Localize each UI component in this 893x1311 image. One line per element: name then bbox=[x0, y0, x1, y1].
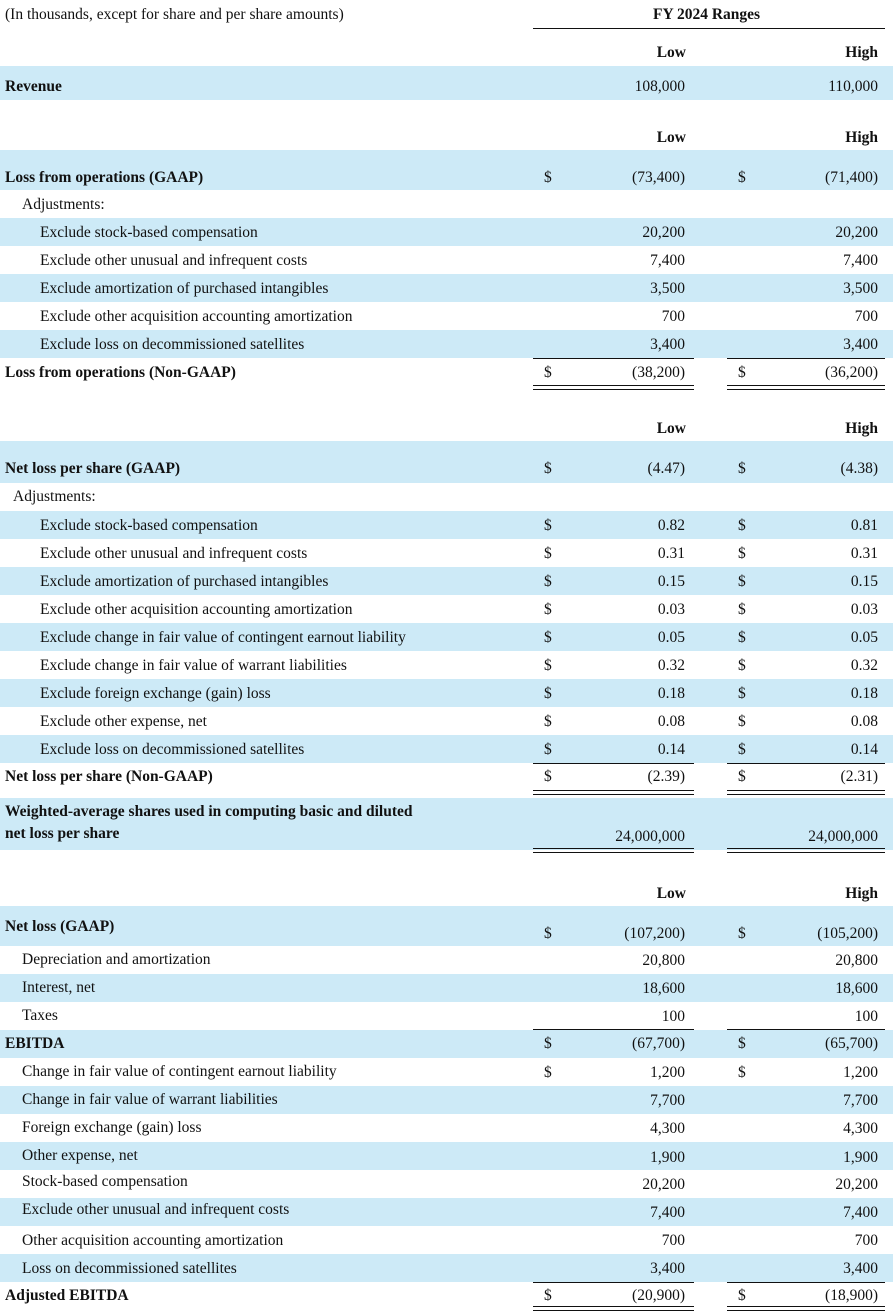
low-value: 100 bbox=[661, 1008, 685, 1025]
ebitda-pre-row bbox=[0, 974, 893, 1002]
header-row bbox=[0, 0, 893, 30]
currency-low: $ bbox=[544, 169, 552, 186]
ebitda-post-row bbox=[0, 1058, 893, 1086]
high-value: 110,000 bbox=[828, 78, 878, 95]
total-rule-low bbox=[533, 790, 694, 795]
row-label: Taxes bbox=[22, 1007, 58, 1024]
currency-high: $ bbox=[738, 601, 746, 618]
total-rule-low bbox=[533, 385, 694, 390]
low-value: 7,400 bbox=[650, 252, 685, 269]
adjustments-label-row bbox=[0, 483, 893, 511]
low-value: 0.15 bbox=[657, 573, 685, 590]
row-label: Other expense, net bbox=[22, 1147, 138, 1164]
net-loss-row bbox=[0, 906, 893, 946]
low-value: 108,000 bbox=[634, 78, 685, 95]
low-value: 3,500 bbox=[650, 280, 685, 297]
currency-high: $ bbox=[738, 685, 746, 702]
ebitda-post-row bbox=[0, 1114, 893, 1142]
currency-high: $ bbox=[738, 169, 746, 186]
eps-item-row bbox=[0, 623, 893, 651]
high-value: 700 bbox=[854, 308, 878, 325]
high-value: (2.31) bbox=[840, 768, 878, 785]
eps-item-row bbox=[0, 735, 893, 763]
currency-high: $ bbox=[738, 1064, 746, 1081]
currency-high: $ bbox=[738, 629, 746, 646]
eps-item-row bbox=[0, 651, 893, 679]
high-value: 0.18 bbox=[850, 685, 878, 702]
eps-gaap-row bbox=[0, 441, 893, 483]
ops-item-row bbox=[0, 246, 893, 274]
row-label: Adjusted EBITDA bbox=[5, 1287, 129, 1304]
high-value: 20,800 bbox=[835, 952, 878, 969]
low-value: 1,900 bbox=[650, 1149, 685, 1166]
eps-item-row bbox=[0, 539, 893, 567]
row-label: Interest, net bbox=[22, 979, 96, 996]
eps-item-row bbox=[0, 595, 893, 623]
high-value: 100 bbox=[854, 1008, 878, 1025]
currency-high: $ bbox=[738, 545, 746, 562]
low-value: (2.39) bbox=[647, 768, 685, 785]
eps-item-row bbox=[0, 511, 893, 539]
ops-nongaap-row bbox=[0, 359, 893, 387]
high-value: 0.14 bbox=[850, 741, 878, 758]
high-value: 20,200 bbox=[835, 224, 878, 241]
total-rule-low bbox=[533, 848, 694, 853]
row-label: Stock-based compensation bbox=[22, 1173, 188, 1190]
row-label: Exclude amortization of purchased intangibles bbox=[40, 280, 329, 297]
low-value: 0.31 bbox=[657, 545, 685, 562]
currency-low: $ bbox=[544, 629, 552, 646]
row-label: Revenue bbox=[5, 78, 62, 95]
low-value: 0.14 bbox=[657, 741, 685, 758]
row-label: Other acquisition accounting amortization bbox=[22, 1232, 284, 1249]
row-label: Loss on decommissioned satellites bbox=[22, 1260, 237, 1277]
currency-low: $ bbox=[544, 517, 552, 534]
ebitda-post-row bbox=[0, 1086, 893, 1114]
col-header-row bbox=[0, 36, 893, 66]
high-value: 4,300 bbox=[843, 1120, 878, 1137]
row-label: Exclude change in fair value of warrant liabilities bbox=[40, 657, 347, 674]
row-label: Change in fair value of contingent earnout liability bbox=[22, 1063, 337, 1080]
currency-high: $ bbox=[738, 768, 746, 785]
currency-high: $ bbox=[738, 364, 746, 381]
row-label: Net loss (GAAP) bbox=[5, 918, 115, 935]
row-label: Exclude stock-based compensation bbox=[40, 224, 258, 241]
currency-low: $ bbox=[544, 713, 552, 730]
currency-low: $ bbox=[544, 573, 552, 590]
currency-low: $ bbox=[544, 364, 552, 381]
eps-item-row bbox=[0, 567, 893, 595]
low-value: 0.03 bbox=[657, 601, 685, 618]
currency-low: $ bbox=[544, 657, 552, 674]
row-label: Exclude change in fair value of contingent earnout liability bbox=[40, 629, 406, 646]
total-rule-high bbox=[727, 1306, 885, 1311]
high-header: High bbox=[845, 129, 878, 146]
low-header: Low bbox=[656, 129, 686, 146]
high-value: 1,200 bbox=[843, 1064, 878, 1081]
low-value: 4,300 bbox=[650, 1120, 685, 1137]
currency-low: $ bbox=[544, 545, 552, 562]
low-value: (107,200) bbox=[624, 925, 685, 942]
row-label: Exclude other unusual and infrequent costs bbox=[40, 545, 308, 562]
ebitda-post-row bbox=[0, 1254, 893, 1282]
row-label: Net loss per share (GAAP) bbox=[5, 460, 181, 477]
low-value: (4.47) bbox=[647, 460, 685, 477]
ebitda-post-row bbox=[0, 1142, 893, 1170]
currency-low: $ bbox=[544, 741, 552, 758]
row-label: Foreign exchange (gain) loss bbox=[22, 1119, 202, 1136]
high-value: 0.81 bbox=[850, 517, 878, 534]
low-header: Low bbox=[656, 44, 686, 61]
ops-item-row bbox=[0, 330, 893, 358]
currency-low: $ bbox=[544, 1287, 552, 1304]
row-label: Exclude other expense, net bbox=[40, 713, 207, 730]
high-value: 0.05 bbox=[850, 629, 878, 646]
row-label: Depreciation and amortization bbox=[22, 951, 211, 968]
high-value: (105,200) bbox=[817, 925, 878, 942]
currency-high: $ bbox=[738, 741, 746, 758]
shares-label-line2: net loss per share bbox=[5, 825, 120, 842]
currency-low: $ bbox=[544, 1064, 552, 1081]
high-header: High bbox=[845, 44, 878, 61]
currency-low: $ bbox=[544, 460, 552, 477]
adjustments-label: Adjustments: bbox=[13, 488, 96, 505]
high-value: (4.38) bbox=[840, 460, 878, 477]
low-header: Low bbox=[656, 420, 686, 437]
high-value: 1,900 bbox=[843, 1149, 878, 1166]
currency-high: $ bbox=[738, 573, 746, 590]
low-value: 3,400 bbox=[650, 1260, 685, 1277]
adjustments-label: Adjustments: bbox=[22, 196, 105, 213]
ebitda-row bbox=[0, 1030, 893, 1058]
header-rule bbox=[533, 28, 885, 29]
low-value: 0.08 bbox=[657, 713, 685, 730]
low-value: (20,900) bbox=[632, 1287, 685, 1304]
row-label: Loss from operations (Non-GAAP) bbox=[5, 364, 236, 381]
ebitda-post-row bbox=[0, 1198, 893, 1226]
high-value: (18,900) bbox=[825, 1287, 878, 1304]
low-value: 3,400 bbox=[650, 336, 685, 353]
low-value: 20,200 bbox=[642, 1176, 685, 1193]
row-label: Exclude other unusual and infrequent costs bbox=[40, 252, 308, 269]
ebitda-pre-row bbox=[0, 1002, 893, 1030]
low-value: 0.32 bbox=[657, 657, 685, 674]
total-rule-high bbox=[727, 385, 885, 390]
high-value: 0.15 bbox=[850, 573, 878, 590]
row-label: Exclude loss on decommissioned satellites bbox=[40, 336, 305, 353]
low-value: 0.05 bbox=[657, 629, 685, 646]
high-value: 7,400 bbox=[843, 252, 878, 269]
row-label: Exclude foreign exchange (gain) loss bbox=[40, 685, 271, 702]
low-header: Low bbox=[656, 885, 686, 902]
row-label: Net loss per share (Non-GAAP) bbox=[5, 768, 213, 785]
high-header: High bbox=[845, 420, 878, 437]
row-label: Exclude other acquisition accounting amortization bbox=[40, 308, 353, 325]
high-value: 3,400 bbox=[843, 1260, 878, 1277]
eps-item-row bbox=[0, 707, 893, 735]
high-value: 3,500 bbox=[843, 280, 878, 297]
shares-row bbox=[0, 798, 893, 850]
eps-item-row bbox=[0, 679, 893, 707]
revenue-row bbox=[0, 66, 893, 100]
adjusted-ebitda-row bbox=[0, 1283, 893, 1307]
high-value: 0.31 bbox=[850, 545, 878, 562]
period-title: FY 2024 Ranges bbox=[653, 6, 761, 23]
row-label: Exclude amortization of purchased intangibles bbox=[40, 573, 329, 590]
ebitda-pre-row bbox=[0, 946, 893, 974]
row-label: Loss from operations (GAAP) bbox=[5, 169, 204, 186]
currency-low: $ bbox=[544, 925, 552, 942]
row-label: Exclude other unusual and infrequent costs bbox=[22, 1201, 290, 1218]
row-label: EBITDA bbox=[5, 1035, 65, 1052]
currency-high: $ bbox=[738, 657, 746, 674]
currency-high: $ bbox=[738, 517, 746, 534]
low-value: 700 bbox=[661, 1232, 685, 1249]
low-value: 18,600 bbox=[642, 980, 685, 997]
low-value: 24,000,000 bbox=[615, 828, 685, 845]
ops-item-row bbox=[0, 302, 893, 330]
currency-low: $ bbox=[544, 1035, 552, 1052]
low-value: 20,200 bbox=[642, 224, 685, 241]
high-value: 0.03 bbox=[850, 601, 878, 618]
ops-item-row bbox=[0, 218, 893, 246]
high-value: (65,700) bbox=[825, 1035, 878, 1052]
ebitda-post-row bbox=[0, 1226, 893, 1254]
low-value: 1,200 bbox=[650, 1064, 685, 1081]
total-rule-high bbox=[727, 848, 885, 853]
currency-high: $ bbox=[738, 1035, 746, 1052]
low-value: (38,200) bbox=[632, 364, 685, 381]
shares-label-line1: Weighted-average shares used in computing basic and diluted bbox=[5, 803, 413, 820]
ebitda-post-row bbox=[0, 1170, 893, 1198]
total-rule-low bbox=[533, 1306, 694, 1311]
currency-high: $ bbox=[738, 713, 746, 730]
col-header-row bbox=[0, 413, 893, 441]
low-value: 0.82 bbox=[657, 517, 685, 534]
low-value: (73,400) bbox=[632, 169, 685, 186]
low-value: 7,700 bbox=[650, 1092, 685, 1109]
units-note: (In thousands, except for share and per share amounts) bbox=[5, 6, 344, 23]
high-value: (71,400) bbox=[825, 169, 878, 186]
low-value: 20,800 bbox=[642, 952, 685, 969]
low-value: 0.18 bbox=[657, 685, 685, 702]
currency-low: $ bbox=[544, 768, 552, 785]
high-value: 700 bbox=[854, 1232, 878, 1249]
col-header-row bbox=[0, 878, 893, 906]
col-header-row bbox=[0, 122, 893, 150]
high-value: 0.08 bbox=[850, 713, 878, 730]
currency-high: $ bbox=[738, 1287, 746, 1304]
low-value: (67,700) bbox=[632, 1035, 685, 1052]
high-value: 24,000,000 bbox=[808, 828, 878, 845]
total-rule-high bbox=[727, 790, 885, 795]
low-value: 700 bbox=[661, 308, 685, 325]
currency-high: $ bbox=[738, 925, 746, 942]
high-header: High bbox=[845, 885, 878, 902]
high-value: 20,200 bbox=[835, 1176, 878, 1193]
currency-low: $ bbox=[544, 685, 552, 702]
row-label: Change in fair value of warrant liabilities bbox=[22, 1091, 278, 1108]
currency-low: $ bbox=[544, 601, 552, 618]
currency-high: $ bbox=[738, 460, 746, 477]
adjustments-label-row bbox=[0, 190, 893, 218]
high-value: (36,200) bbox=[825, 364, 878, 381]
low-value: 7,400 bbox=[650, 1204, 685, 1221]
ops-item-row bbox=[0, 274, 893, 302]
high-value: 7,400 bbox=[843, 1204, 878, 1221]
row-label: Exclude stock-based compensation bbox=[40, 517, 258, 534]
eps-nongaap-row bbox=[0, 764, 893, 792]
high-value: 18,600 bbox=[835, 980, 878, 997]
row-label: Exclude other acquisition accounting amortization bbox=[40, 601, 353, 618]
high-value: 3,400 bbox=[843, 336, 878, 353]
row-label: Exclude loss on decommissioned satellites bbox=[40, 741, 305, 758]
ops-gaap-row bbox=[0, 150, 893, 190]
high-value: 7,700 bbox=[843, 1092, 878, 1109]
high-value: 0.32 bbox=[850, 657, 878, 674]
